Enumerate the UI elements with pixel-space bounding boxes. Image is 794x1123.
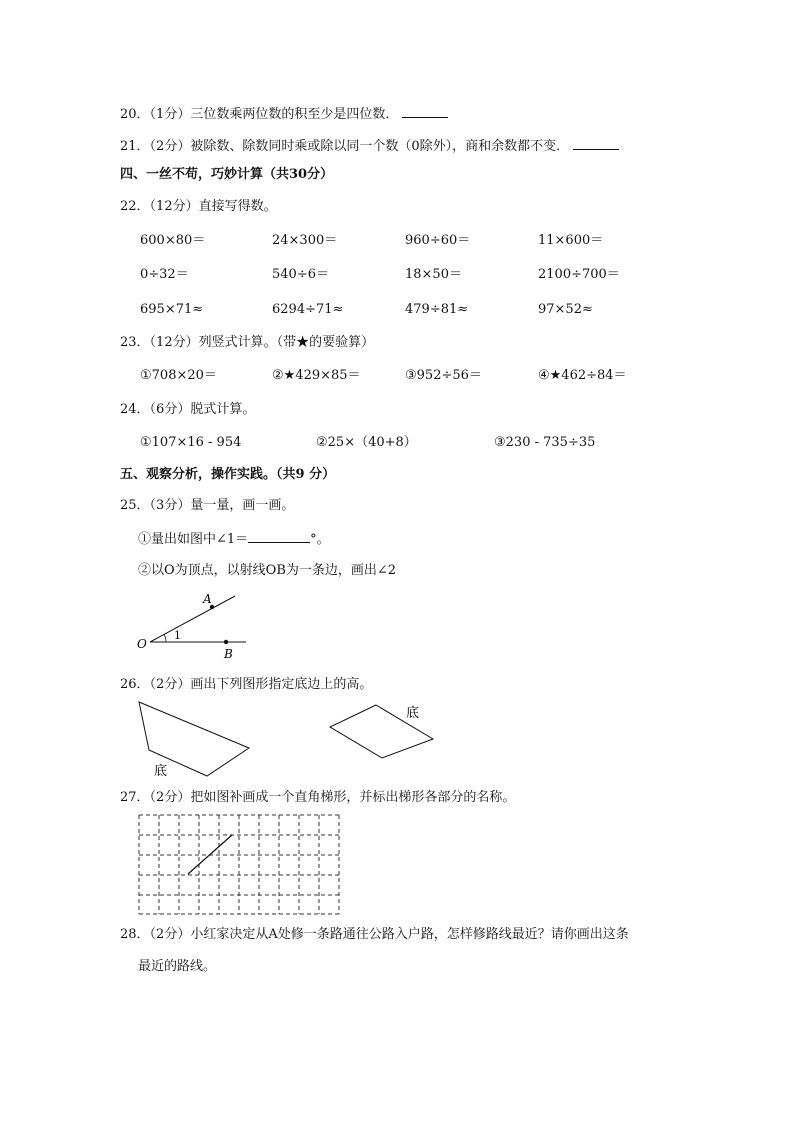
question-27 [120, 790, 515, 806]
question-28-line-2: 最近的路线。 [138, 959, 217, 974]
label-b: B [224, 647, 233, 661]
step-calc-item: ①107×16 - 954 [140, 435, 242, 450]
calc-item: 2100÷700＝ [538, 267, 620, 282]
calc-item: 960÷60＝ [405, 233, 471, 248]
question-score: （2分） [149, 677, 191, 692]
vertical-calc-item: ②★429×85＝ [272, 368, 361, 383]
angle-answer-blank[interactable] [248, 530, 310, 543]
dotted-grid-figure[interactable] [136, 813, 342, 917]
label-a: A [203, 592, 212, 606]
question-text: 量一量，画一画。 [190, 498, 295, 513]
vertical-calc-item: ④★462÷84＝ [538, 368, 627, 383]
question-number: 22． [120, 199, 150, 214]
question-text: 小红家决定从A处修一条路通往公路入户路，怎样修路线最近？请你画出这条 [190, 927, 629, 942]
question-number: 23． [120, 335, 150, 350]
calc-item: 6294÷71≈ [272, 302, 344, 317]
parallelogram-base-label: 底 [406, 706, 420, 721]
q25-sub-2: ②以O为顶点，以射线OB为一条边，画出∠2 [138, 563, 397, 578]
angle-figure [130, 588, 260, 660]
label-o: O [137, 637, 147, 651]
ray-oa [150, 596, 235, 642]
question-22 [120, 199, 277, 215]
question-number: 24． [120, 402, 150, 417]
question-score: （12分） [149, 199, 199, 214]
calc-item: 0÷32＝ [140, 267, 189, 282]
label-angle-1: 1 [174, 629, 181, 642]
step-calc-item: ②25×（40+8） [316, 435, 417, 450]
grid-lines [139, 815, 339, 914]
point-b [224, 640, 228, 644]
calc-item: 11×600＝ [538, 233, 604, 248]
trapezoid-figure [132, 698, 257, 783]
sub-text: ①量出如图中∠1＝ [138, 532, 249, 547]
calc-item: 24×300＝ [272, 233, 338, 248]
question-number: 28． [120, 927, 150, 942]
parallelogram-figure [326, 700, 438, 760]
question-number: 27． [120, 790, 150, 805]
angle-arc [164, 634, 166, 642]
question-24 [120, 402, 255, 418]
calc-item: 18×50＝ [405, 267, 462, 282]
question-score: （12分） [149, 335, 199, 350]
question-number: 26． [120, 677, 150, 692]
trapezoid-base-label: 底 [154, 764, 168, 779]
question-21 [120, 137, 619, 155]
question-number: 20． [120, 107, 150, 122]
question-number: 25． [120, 498, 150, 513]
sub-text-suffix: °。 [310, 532, 330, 547]
question-text: 画出下列图形指定底边上的高。 [190, 677, 373, 692]
vertical-calc-item: ③952÷56＝ [405, 368, 482, 383]
question-score: （3分） [149, 498, 191, 513]
question-25 [120, 498, 294, 514]
step-calc-item: ③230 - 735÷35 [494, 435, 596, 450]
question-text: 被除数、除数同时乘或除以同一个数（0除外），商和余数都不变． [190, 139, 570, 154]
calc-item: 695×71≈ [140, 302, 204, 317]
question-text: 脱式计算。 [190, 402, 256, 417]
vertical-calc-item: ①708×20＝ [140, 368, 217, 383]
question-score: （2分） [149, 927, 191, 942]
question-text: 列竖式计算。（带★的要验算） [198, 335, 375, 350]
question-score: （2分） [149, 790, 191, 805]
question-text: 把如图补画成一个直角梯形，并标出梯形各部分的名称。 [190, 790, 516, 805]
calc-item: 600×80＝ [140, 233, 206, 248]
section-5-title: 五、观察分析，操作实践。（共9 分） [120, 467, 336, 482]
question-text: 三位数乘两位数的积至少是四位数． [190, 107, 399, 122]
question-20 [120, 105, 448, 123]
section-4-title: 四、一丝不苟，巧妙计算（共30分） [120, 167, 334, 182]
question-score: （1分） [149, 107, 191, 122]
question-score: （6分） [149, 402, 191, 417]
question-26 [120, 677, 372, 693]
answer-blank[interactable] [402, 105, 448, 118]
calc-item: 97×52≈ [538, 302, 593, 317]
question-text: 直接写得数。 [198, 199, 277, 214]
question-score: （2分） [149, 139, 191, 154]
question-23 [120, 335, 374, 351]
calc-item: 540÷6＝ [272, 267, 329, 282]
answer-blank[interactable] [573, 137, 619, 150]
question-28 [120, 927, 629, 943]
question-number: 21． [120, 139, 150, 154]
calc-item: 479÷81≈ [405, 302, 469, 317]
q25-sub-1 [138, 530, 330, 548]
